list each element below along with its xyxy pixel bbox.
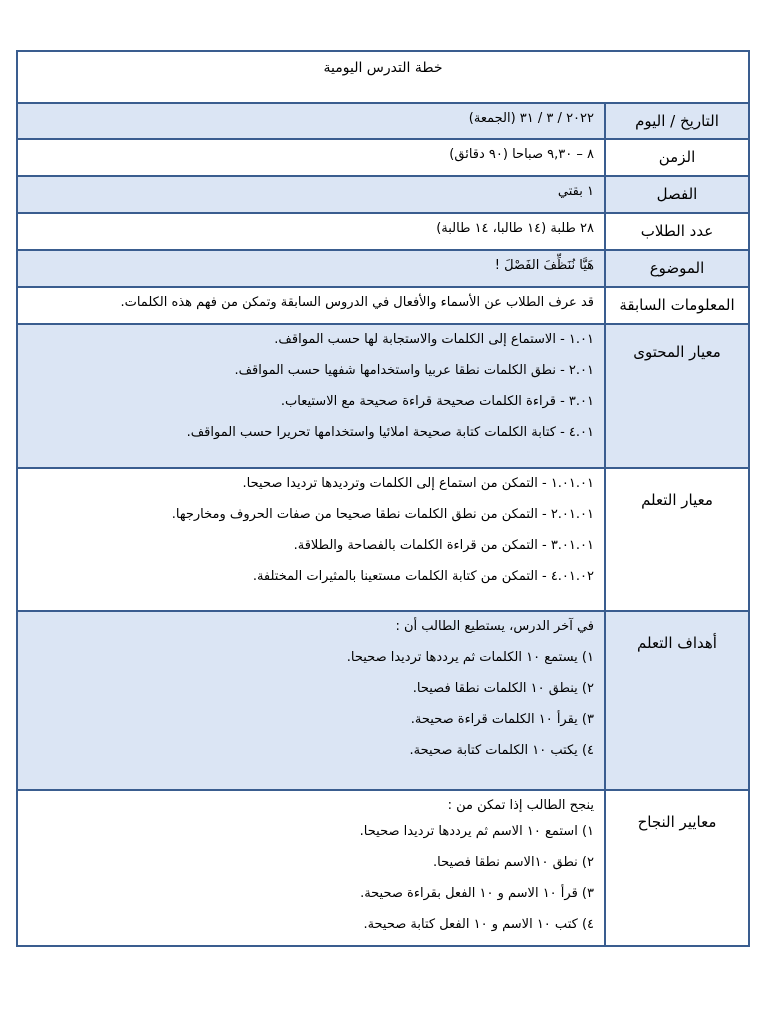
date-label: التاريخ / اليوم	[605, 103, 749, 139]
title-row	[17, 51, 749, 103]
learning-standard-item: ٤.٠١.٠٢ - التمكن من كتابة الكلمات مستعينا بالمثيرات المختلفة.	[252, 569, 594, 584]
row-objectives	[17, 611, 749, 790]
success-criteria-item: ٤) كتب ١٠ الاسم و ١٠ الفعل كتابة صحيحة.	[363, 917, 594, 932]
success-criteria-list	[17, 790, 605, 946]
row-class	[17, 176, 749, 213]
class-value: ١ بقتي	[17, 176, 605, 213]
date-value: ٢٠٢٢ / ٣ / ٣١ (الجمعة)	[17, 103, 605, 139]
learning-standard-item: ١.٠١.٠١ - التمكن من استماع إلى الكلمات وترديدها ترديدا صحيحا.	[242, 476, 594, 491]
time-value: ٨ – ٩,٣٠ صباحا (٩٠ دقائق)	[17, 139, 605, 176]
objectives-list	[17, 611, 605, 790]
success-criteria-item: ينجح الطالب إذا تمكن من :	[447, 798, 594, 813]
success-criteria-label: معايير النجاح	[605, 790, 749, 946]
learning-standard-item: ٣.٠١.٠١ - التمكن من قراءة الكلمات بالفصاحة والطلاقة.	[293, 538, 594, 553]
content-standard-item: ٣.٠١ - قراءة الكلمات صحيحة قراءة صحيحة مع الاستيعاب.	[280, 394, 594, 409]
objectives-item: في آخر الدرس، يستطيع الطالب أن :	[395, 619, 594, 634]
topic-value: هَيَّا نُنَظِّفَ الفَصْلَ !	[17, 250, 605, 287]
content-standard-list	[17, 324, 605, 468]
row-time	[17, 139, 749, 176]
row-students	[17, 213, 749, 250]
prior-value: قد عرف الطلاب عن الأسماء والأفعال في الدروس السابقة وتمكن من فهم هذه الكلمات.	[17, 287, 605, 324]
row-success-criteria	[17, 790, 749, 946]
students-value: ٢٨ طلبة (١٤ طالبا، ١٤ طالبة)	[17, 213, 605, 250]
learning-standard-list	[17, 468, 605, 611]
objectives-item: ٤) يكتب ١٠ الكلمات كتابة صحيحة.	[409, 743, 594, 758]
learning-standard-item: ٢.٠١.٠١ - التمكن من نطق الكلمات نطقا صحيحا من صفات الحروف ومخارجها.	[171, 507, 594, 522]
class-label: الفصل	[605, 176, 749, 213]
row-learning-standard	[17, 468, 749, 611]
learning-standard-label: معيار التعلم	[605, 468, 749, 611]
objectives-item: ٢) ينطق ١٠ الكلمات نطقا فصيحا.	[412, 681, 594, 696]
success-criteria-item: ٢) نطق ١٠الاسم نطقا فصيحا.	[433, 855, 594, 870]
content-standard-label: معيار المحتوى	[605, 324, 749, 468]
time-label: الزمن	[605, 139, 749, 176]
content-standard-item: ١.٠١ - الاستماع إلى الكلمات والاستجابة لها حسب المواقف.	[274, 332, 594, 347]
students-label: عدد الطلاب	[605, 213, 749, 250]
row-topic	[17, 250, 749, 287]
success-criteria-item: ٣) قرأ ١٠ الاسم و ١٠ الفعل بقراءة صحيحة.	[360, 886, 594, 901]
plan-title: خطة التدرس اليومية	[17, 51, 749, 103]
lesson-plan-table	[16, 50, 750, 947]
row-date	[17, 103, 749, 139]
objectives-label: أهداف التعلم	[605, 611, 749, 790]
row-prior-knowledge	[17, 287, 749, 324]
prior-label: المعلومات السابقة	[605, 287, 749, 324]
success-criteria-item: ١) استمع ١٠ الاسم ثم يرددها ترديدا صحيحا.	[359, 824, 594, 839]
objectives-item: ١) يستمع ١٠ الكلمات ثم يرددها ترديدا صحيحا.	[346, 650, 594, 665]
content-standard-item: ٢.٠١ - نطق الكلمات نطقا عربيا واستخدامها شفهيا حسب المواقف.	[234, 363, 594, 378]
row-content-standard	[17, 324, 749, 468]
content-standard-item: ٤.٠١ - كتابة الكلمات كتابة صحيحة املائيا واستخدامها تحريرا حسب المواقف.	[186, 425, 594, 440]
objectives-item: ٣) يقرأ ١٠ الكلمات قراءة صحيحة.	[410, 712, 594, 727]
topic-label: الموضوع	[605, 250, 749, 287]
